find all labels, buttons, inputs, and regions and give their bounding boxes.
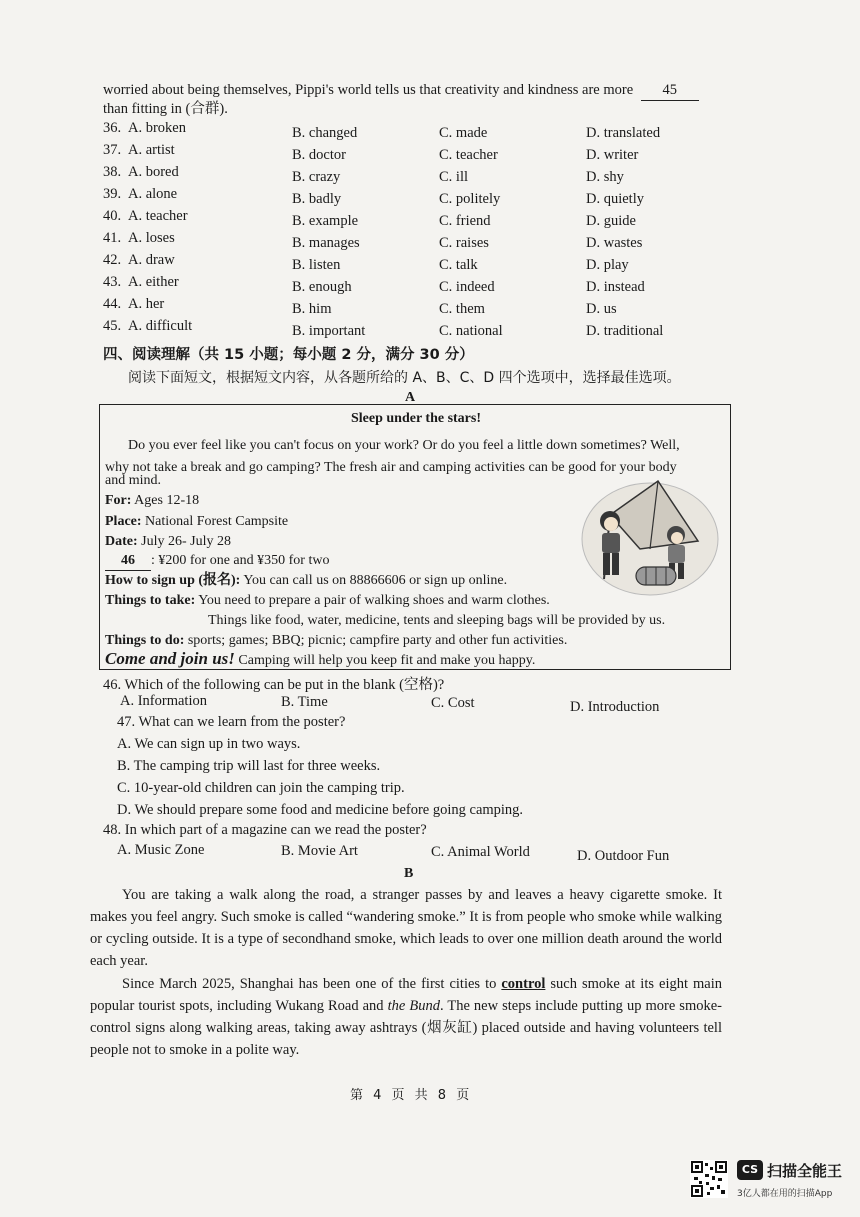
keyword-control: control xyxy=(501,976,546,992)
q47-option-d: D. We should prepare some food and medicine before going camping. xyxy=(117,802,524,818)
cloze-option-c: C. friend xyxy=(439,213,491,229)
cloze-option-d: D. quietly xyxy=(586,191,644,207)
cloze-option-d: D. guide xyxy=(586,213,636,229)
poster-place: Place: National Forest Campsite xyxy=(105,514,289,529)
poster-take: Things to take: You need to prepare a pair of walking shoes and warm clothes. xyxy=(105,593,550,608)
cloze-option-c: C. raises xyxy=(439,235,489,251)
scanner-slogan: 3亿人都在用的扫描App xyxy=(737,1189,833,1199)
cloze-option-a: A. her xyxy=(128,296,165,312)
cloze-option-b: B. example xyxy=(292,213,359,229)
cloze-option-c: C. made xyxy=(439,125,488,141)
cloze-number: 42. xyxy=(103,252,122,268)
poster-do: Things to do: sports; games; BBQ; picnic; campfire party and other fun activities. xyxy=(105,633,568,648)
cloze-option-d: D. instead xyxy=(586,279,645,295)
camping-poster xyxy=(99,404,731,670)
q48-option-a: A. Music Zone xyxy=(117,842,205,858)
cloze-option-c: C. them xyxy=(439,301,485,317)
cloze-number: 41. xyxy=(103,230,122,246)
camscanner-logo-icon: CS xyxy=(737,1160,763,1180)
passage-a-letter: A xyxy=(405,390,416,405)
cloze-option-a: A. difficult xyxy=(128,318,193,334)
q47-option-b: B. The camping trip will last for three weeks. xyxy=(117,758,381,774)
q48-option-c: C. Animal World xyxy=(431,844,530,860)
scanner-brand: 扫描全能王 xyxy=(767,1162,843,1180)
passage-b-paragraph1: You are taking a walk along the road, a stranger passes by and leaves a heavy cigarette smoke. It makes you feel angry. Such smoke is called “wandering smoke.” It is from people who smoke while walking or cycling outside. It is a type of secondhand smoke, which leads to over one million death around the world each year. xyxy=(90,887,722,969)
cloze-option-d: D. play xyxy=(586,257,629,273)
blank-46: 46 xyxy=(105,551,151,571)
passage-b-letter: B xyxy=(404,866,414,881)
cloze-number: 45. xyxy=(103,318,122,334)
passage-end-line1: worried about being themselves, Pippi's world tells us that creativity and kindness are more 45 xyxy=(103,80,699,101)
cloze-option-a: A. broken xyxy=(128,120,186,136)
cloze-option-c: C. teacher xyxy=(439,147,498,163)
cloze-option-d: D. wastes xyxy=(586,235,643,251)
cloze-number: 38. xyxy=(103,164,122,180)
cloze-option-a: A. teacher xyxy=(128,208,188,224)
cloze-option-c: C. politely xyxy=(439,191,501,207)
poster-title: Sleep under the stars! xyxy=(350,411,482,426)
cloze-option-d: D. shy xyxy=(586,169,624,185)
poster-intro1: Do you ever feel like you can't focus on your work? Or do you feel a little down sometimes? Well, xyxy=(128,438,680,453)
poster-take2: Things like food, water, medicine, tents and sleeping bags will be provided by us. xyxy=(208,613,666,628)
cloze-option-b: B. him xyxy=(292,301,332,317)
poster-signup: How to sign up (报名): You can call us on 88866606 or sign up online. xyxy=(105,573,508,588)
cloze-option-d: D. translated xyxy=(586,125,661,141)
question-46: 46. Which of the following can be put in the blank (空格)? xyxy=(103,677,445,693)
poster-intro2: why not take a break and go camping? The fresh air and camping activities can be good for your body xyxy=(105,460,677,475)
cloze-option-b: B. badly xyxy=(292,191,342,207)
cloze-option-c: C. ill xyxy=(439,169,469,185)
cloze-option-b: B. changed xyxy=(292,125,358,141)
cloze-option-c: C. talk xyxy=(439,257,478,273)
cloze-option-b: B. important xyxy=(292,323,366,339)
page-number: 第 4 页 共 8 页 xyxy=(350,1088,473,1103)
cloze-option-b: B. enough xyxy=(292,279,352,295)
cloze-option-a: A. loses xyxy=(128,230,175,246)
cloze-option-b: B. doctor xyxy=(292,147,346,163)
qr-code-icon xyxy=(690,1160,728,1198)
q46-option-b: B. Time xyxy=(281,694,328,710)
poster-date: Date: July 26- July 28 xyxy=(105,534,231,549)
cloze-option-d: D. us xyxy=(586,301,617,317)
question-48: 48. In which part of a magazine can we read the poster? xyxy=(103,822,427,838)
cloze-option-c: C. indeed xyxy=(439,279,495,295)
camping-illustration xyxy=(580,475,720,597)
poster-cost: 46 : ¥200 for one and ¥350 for two xyxy=(105,551,329,571)
cloze-number: 43. xyxy=(103,274,122,290)
poster-come: Come and join us! Camping will help you keep fit and make you happy. xyxy=(105,649,536,668)
question-47: 47. What can we learn from the poster? xyxy=(117,714,346,730)
cloze-number: 37. xyxy=(103,142,122,158)
cloze-option-c: C. national xyxy=(439,323,503,339)
poster-intro3: and mind. xyxy=(105,473,161,488)
q46-option-c: C. Cost xyxy=(431,695,475,711)
cloze-number: 40. xyxy=(103,208,122,224)
cloze-option-a: A. bored xyxy=(128,164,179,180)
q46-option-a: A. Information xyxy=(120,693,207,709)
cloze-option-b: B. listen xyxy=(292,257,341,273)
cloze-option-a: A. alone xyxy=(128,186,178,202)
passage-end-line2: than fitting in (合群). xyxy=(103,101,228,117)
q47-option-c: C. 10-year-old children can join the camping trip. xyxy=(117,780,405,796)
section4-instruction: 阅读下面短文，根据短文内容，从各题所给的 A、B、C、D 四个选项中，选择最佳选项。 xyxy=(128,370,681,386)
cloze-number: 39. xyxy=(103,186,122,202)
section4-heading: 四、阅读理解（共 15 小题；每小题 2 分，满分 30 分） xyxy=(103,347,474,363)
poster-for: For: Ages 12-18 xyxy=(105,493,200,508)
cloze-option-d: D. writer xyxy=(586,147,639,163)
q47-option-a: A. We can sign up in two ways. xyxy=(117,736,301,752)
cloze-option-d: D. traditional xyxy=(586,323,664,339)
cloze-option-a: A. artist xyxy=(128,142,175,158)
cloze-option-a: A. either xyxy=(128,274,179,290)
q48-option-d: D. Outdoor Fun xyxy=(577,848,670,864)
cloze-option-b: B. manages xyxy=(292,235,360,251)
q46-option-d: D. Introduction xyxy=(570,699,660,715)
cloze-number: 36. xyxy=(103,120,122,136)
q48-option-b: B. Movie Art xyxy=(281,843,358,859)
cloze-number: 44. xyxy=(103,296,122,312)
cloze-option-b: B. crazy xyxy=(292,169,341,185)
cloze-option-a: A. draw xyxy=(128,252,175,268)
blank-45: 45 xyxy=(641,80,699,101)
passage-b-paragraph2: Since March 2025, Shanghai has been one of the first cities to control such smoke at its eight main popular tourist spots, including Wukang Road and the Bund. The new steps include putting up more smoke-control signs along walking areas, taking away ashtrays (烟灰缸) placed outside and having volunteers tell people not to smoke in a polite way. xyxy=(90,976,722,1058)
